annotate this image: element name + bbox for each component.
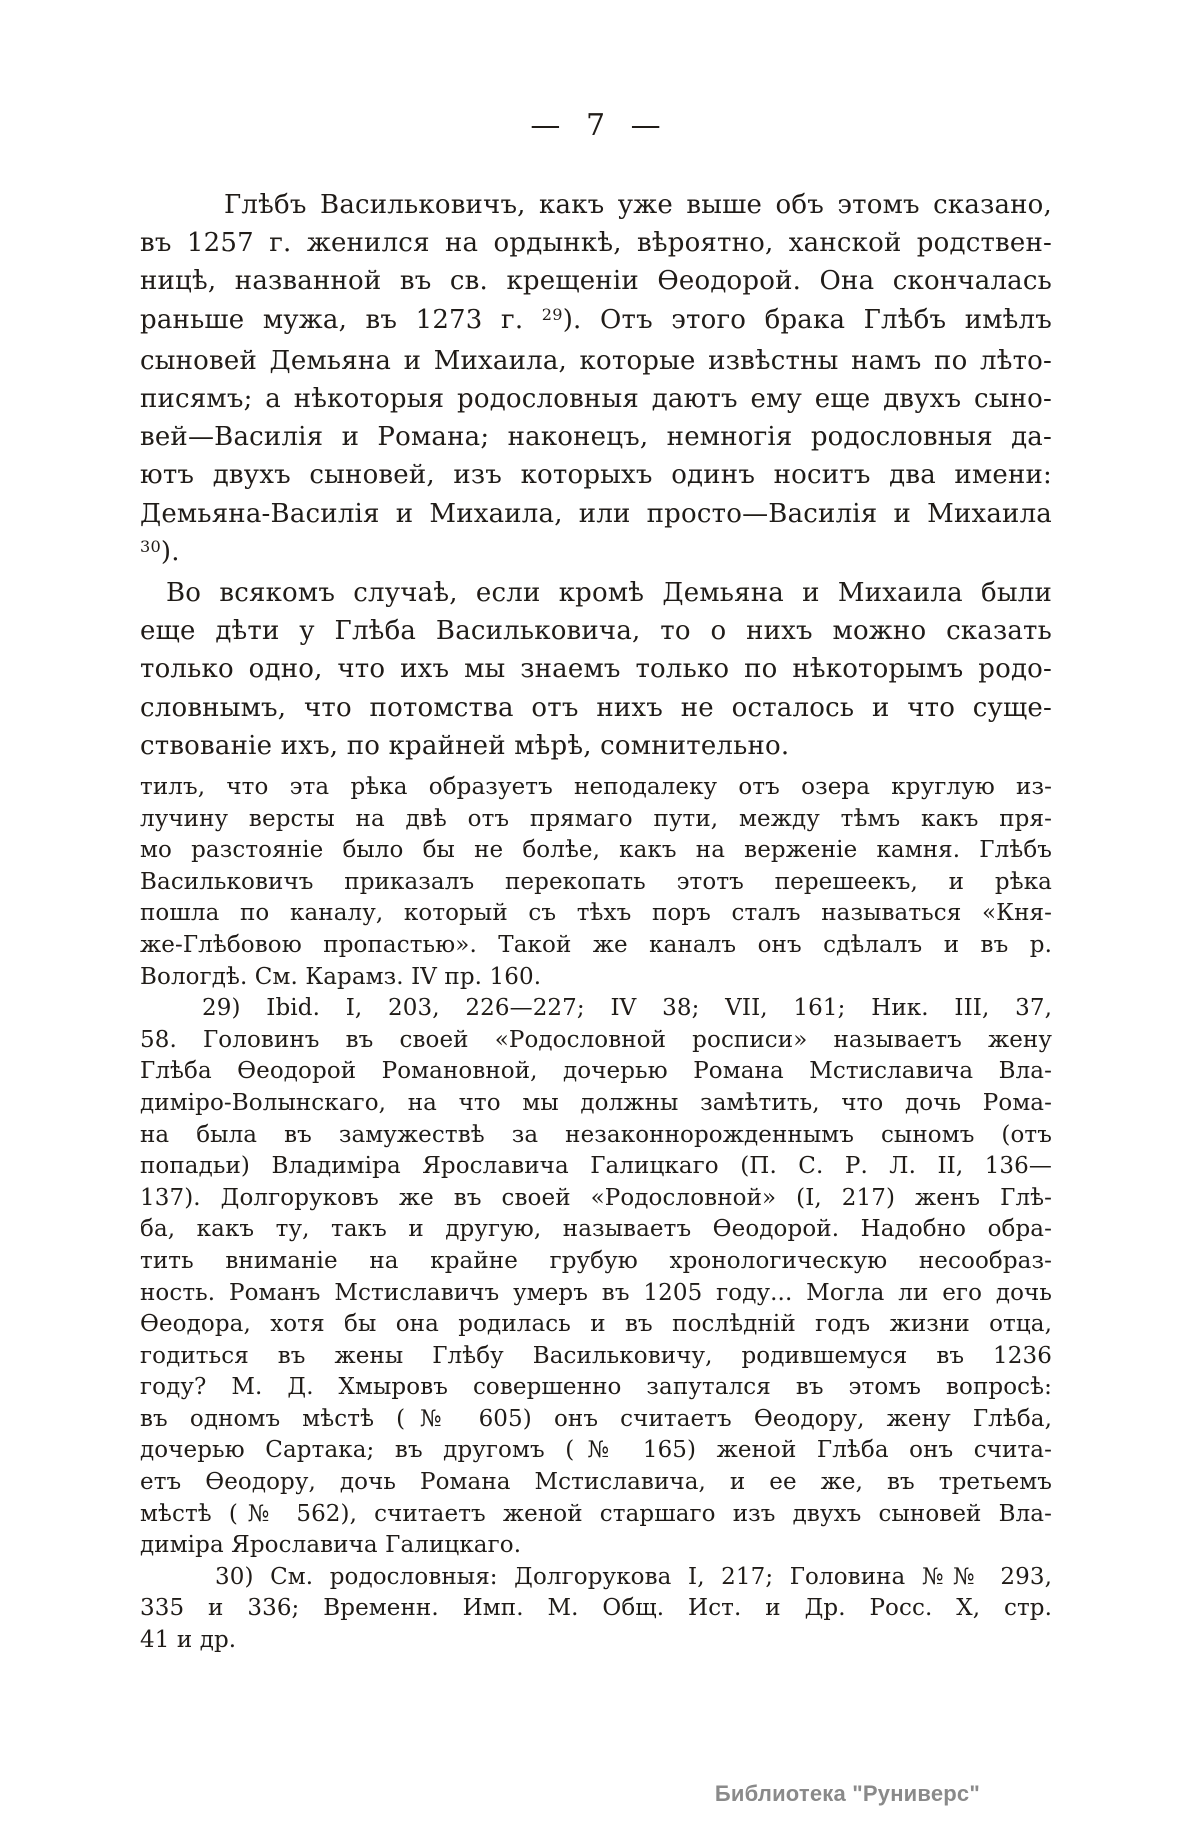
main-text-block <box>140 186 1052 765</box>
text-line: диміра Ярославича Галицкаго. <box>140 1532 522 1559</box>
text-line: еще дѣти у Глѣба Васильковича, то о нихъ можно сказать <box>140 616 1052 647</box>
text-line: 137). Долгоруковъ же въ своей «Родословной» (I, 217) женъ Глѣ- <box>140 1184 1052 1211</box>
text-line: Ѳеодора, хотя бы она родилась и въ послѣдній годъ жизни отца, <box>140 1311 1052 1338</box>
library-watermark: Библиотека "Руниверс" <box>714 1781 980 1806</box>
text-line: вей—Василія и Романа; наконецъ, немногія родословныя да- <box>140 422 1052 453</box>
text-line: диміро-Волынскаго, на что мы должны замѣтить, что дочь Рома- <box>140 1089 1052 1116</box>
text-line: Демьяна-Василія и Михаила, или просто—Василія и Михаила $^{30}$). <box>140 498 1052 567</box>
text-line: мѣстѣ (№ 562), считаетъ женой старшаго изъ двухъ сыновей Вла- <box>140 1500 1052 1527</box>
text-line: етъ Ѳеодору, дочь Романа Мстиславича, и ее же, въ третьемъ <box>140 1469 1052 1496</box>
text-line: въ одномъ мѣстѣ (№ 605) онъ считаетъ Ѳеодору, жену Глѣба, <box>140 1405 1052 1432</box>
text-line: ность. Романъ Мстиславичъ умеръ въ 1205 году... Могла ли его дочь <box>140 1279 1052 1306</box>
text-line: 335 и 336; Временн. Имп. М. Общ. Ист. и Др. Росс. X, стр. <box>140 1595 1052 1622</box>
text-line: Васильковичъ приказалъ перекопать этотъ перешеекъ, и рѣка <box>140 868 1052 895</box>
text-line: сыновей Демьяна и Михаила, которые извѣстны намъ по лѣто- <box>140 345 1052 376</box>
text-line: 58. Головинъ въ своей «Родословной росписи» называетъ жену <box>140 1026 1052 1053</box>
text-line: мо разстояніе было бы не болѣе, какъ на верженіе камня. Глѣбъ <box>140 837 1052 864</box>
text-line: ютъ двухъ сыновей, изъ которыхъ одинъ носитъ два имени: <box>140 460 1052 491</box>
text-line: раньше мужа, въ 1273 г. $^{29}$). Отъ этого брака Глѣбъ имѣлъ <box>140 304 1052 335</box>
text-line: году? М. Д. Хмыровъ совершенно запутался въ этомъ вопросѣ: <box>140 1374 1052 1401</box>
text-line: пошла по каналу, который съ тѣхъ поръ сталъ называться «Кня- <box>140 900 1052 927</box>
text-line: на была въ замужествѣ за незаконнорожденнымъ сыномъ (отъ <box>140 1121 1052 1148</box>
text-line: Во всякомъ случаѣ, если кромѣ Демьяна и Михаила были <box>166 578 1052 609</box>
paragraph <box>140 186 1052 574</box>
paragraph <box>140 993 1052 1562</box>
text-line: 30) См. родословныя: Долгорукова I, 217; Головина №№ 293, <box>215 1563 1052 1590</box>
paragraph <box>140 1562 1052 1657</box>
text-line: въ 1257 г. женился на ордынкѣ, вѣроятно, ханской родствен- <box>140 228 1052 259</box>
text-line: словнымъ, что потомства отъ нихъ не осталось и что суще- <box>140 692 1052 723</box>
text-line: только одно, что ихъ мы знаемъ только по нѣкоторымъ родо- <box>140 654 1052 685</box>
text-line: Глѣба Ѳеодорой Романовной, дочерью Романа Мстиславича Вла- <box>140 1058 1052 1085</box>
text-line: тилъ, что эта рѣка образуетъ неподалеку отъ озера круглую из- <box>140 774 1052 800</box>
text-line: Глѣбъ Васильковичъ, какъ уже выше объ этомъ сказано, <box>224 190 1052 220</box>
paragraph <box>140 772 1052 993</box>
text-line: тить вниманіе на крайне грубую хронологическую несообраз- <box>140 1247 1052 1274</box>
text-line: лучину версты на двѣ отъ прямаго пути, между тѣмъ какъ пря- <box>140 805 1052 832</box>
paragraph <box>140 574 1052 765</box>
footnotes-block <box>140 772 1052 1657</box>
text-line: ба, какъ ту, такъ и другую, называетъ Ѳеодорой. Надобно обра- <box>140 1216 1052 1243</box>
text-line: Вологдѣ. См. Карамз. IV пр. 160. <box>140 963 542 990</box>
text-line: годиться въ жены Глѣбу Васильковичу, родившемуся въ 1236 <box>140 1342 1052 1369</box>
text-line: писямъ; а нѣкоторыя родословныя даютъ ему еще двухъ сыно- <box>140 384 1052 415</box>
text-line: 29) Ibid. I, 203, 226—227; IV 38; VII, 161; Ник. III, 37, <box>202 995 1052 1022</box>
text-line: ствованіе ихъ, по крайней мѣрѣ, сомнительно. <box>140 730 790 761</box>
text-line: 41 и др. <box>140 1627 237 1654</box>
page-number-header: — 7 — <box>530 108 662 143</box>
text-line: ницѣ, названной въ св. крещеніи Ѳеодорой. Она скончалась <box>140 266 1052 297</box>
footnote-reference: 29 <box>541 304 563 324</box>
text-line: же-Глѣбовою пропастью». Такой же каналъ онъ сдѣлалъ и въ р. <box>140 931 1052 958</box>
text-line: попадьи) Владиміра Ярославича Галицкаго (П. С. Р. Л. II, 136— <box>140 1153 1052 1180</box>
text-line: дочерью Сартака; въ другомъ (№ 165) женой Глѣба онъ счита- <box>140 1437 1052 1464</box>
footnote-reference: 30 <box>140 536 161 556</box>
